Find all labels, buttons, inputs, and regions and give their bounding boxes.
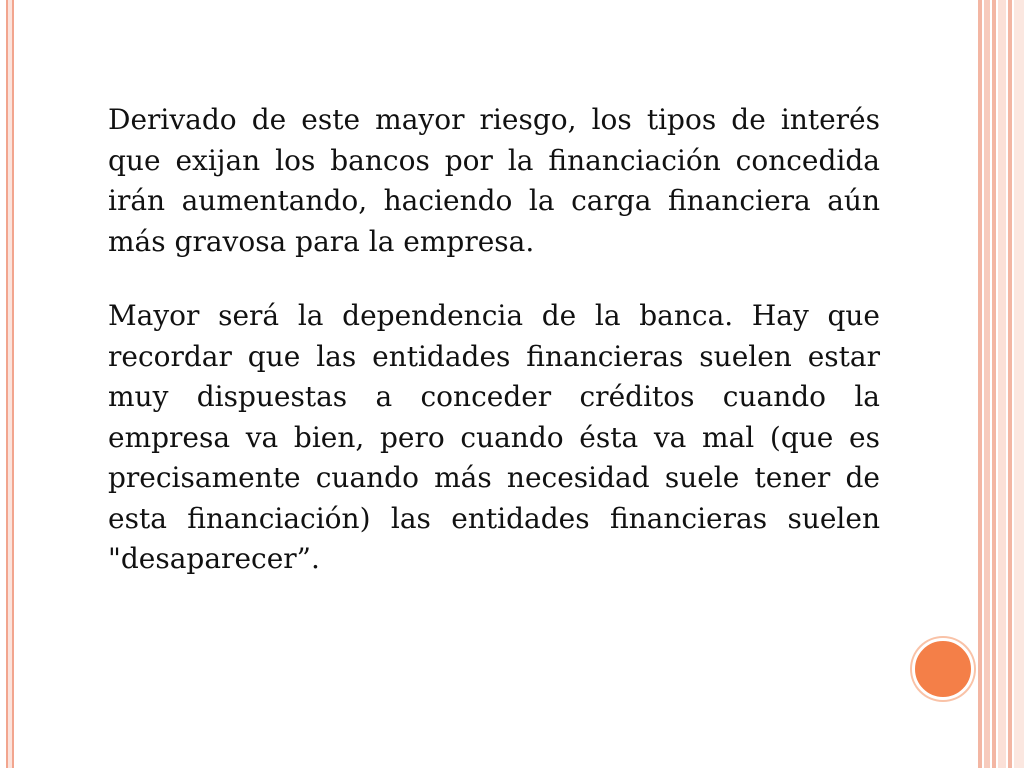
stripe [998, 0, 1006, 768]
stripe [1008, 0, 1012, 768]
left-border-decoration [6, 0, 14, 768]
stripe [978, 0, 982, 768]
accent-circle [912, 638, 974, 700]
right-border-stripes [978, 0, 1024, 768]
slide-body [108, 100, 880, 614]
paragraph-1: Derivado de este mayor riesgo, los tipos de interés que exijan los bancos por la financiación concedida irán aumentando, haciendo la carga financiera aún más gravosa para la empresa. [108, 103, 880, 258]
paragraph-2: Mayor será la dependencia de la banca. Hay que recordar que las entidades financieras suelen estar muy dispuestas a conceder créditos cuando la empresa va bien, pero cuando ésta va mal (que es precisamente cuando más necesidad suele tener de esta financiación) las entidades financieras suelen "desaparecer”. [108, 299, 880, 575]
stripe [984, 0, 990, 768]
stripe [992, 0, 996, 768]
stripe [1014, 0, 1024, 768]
